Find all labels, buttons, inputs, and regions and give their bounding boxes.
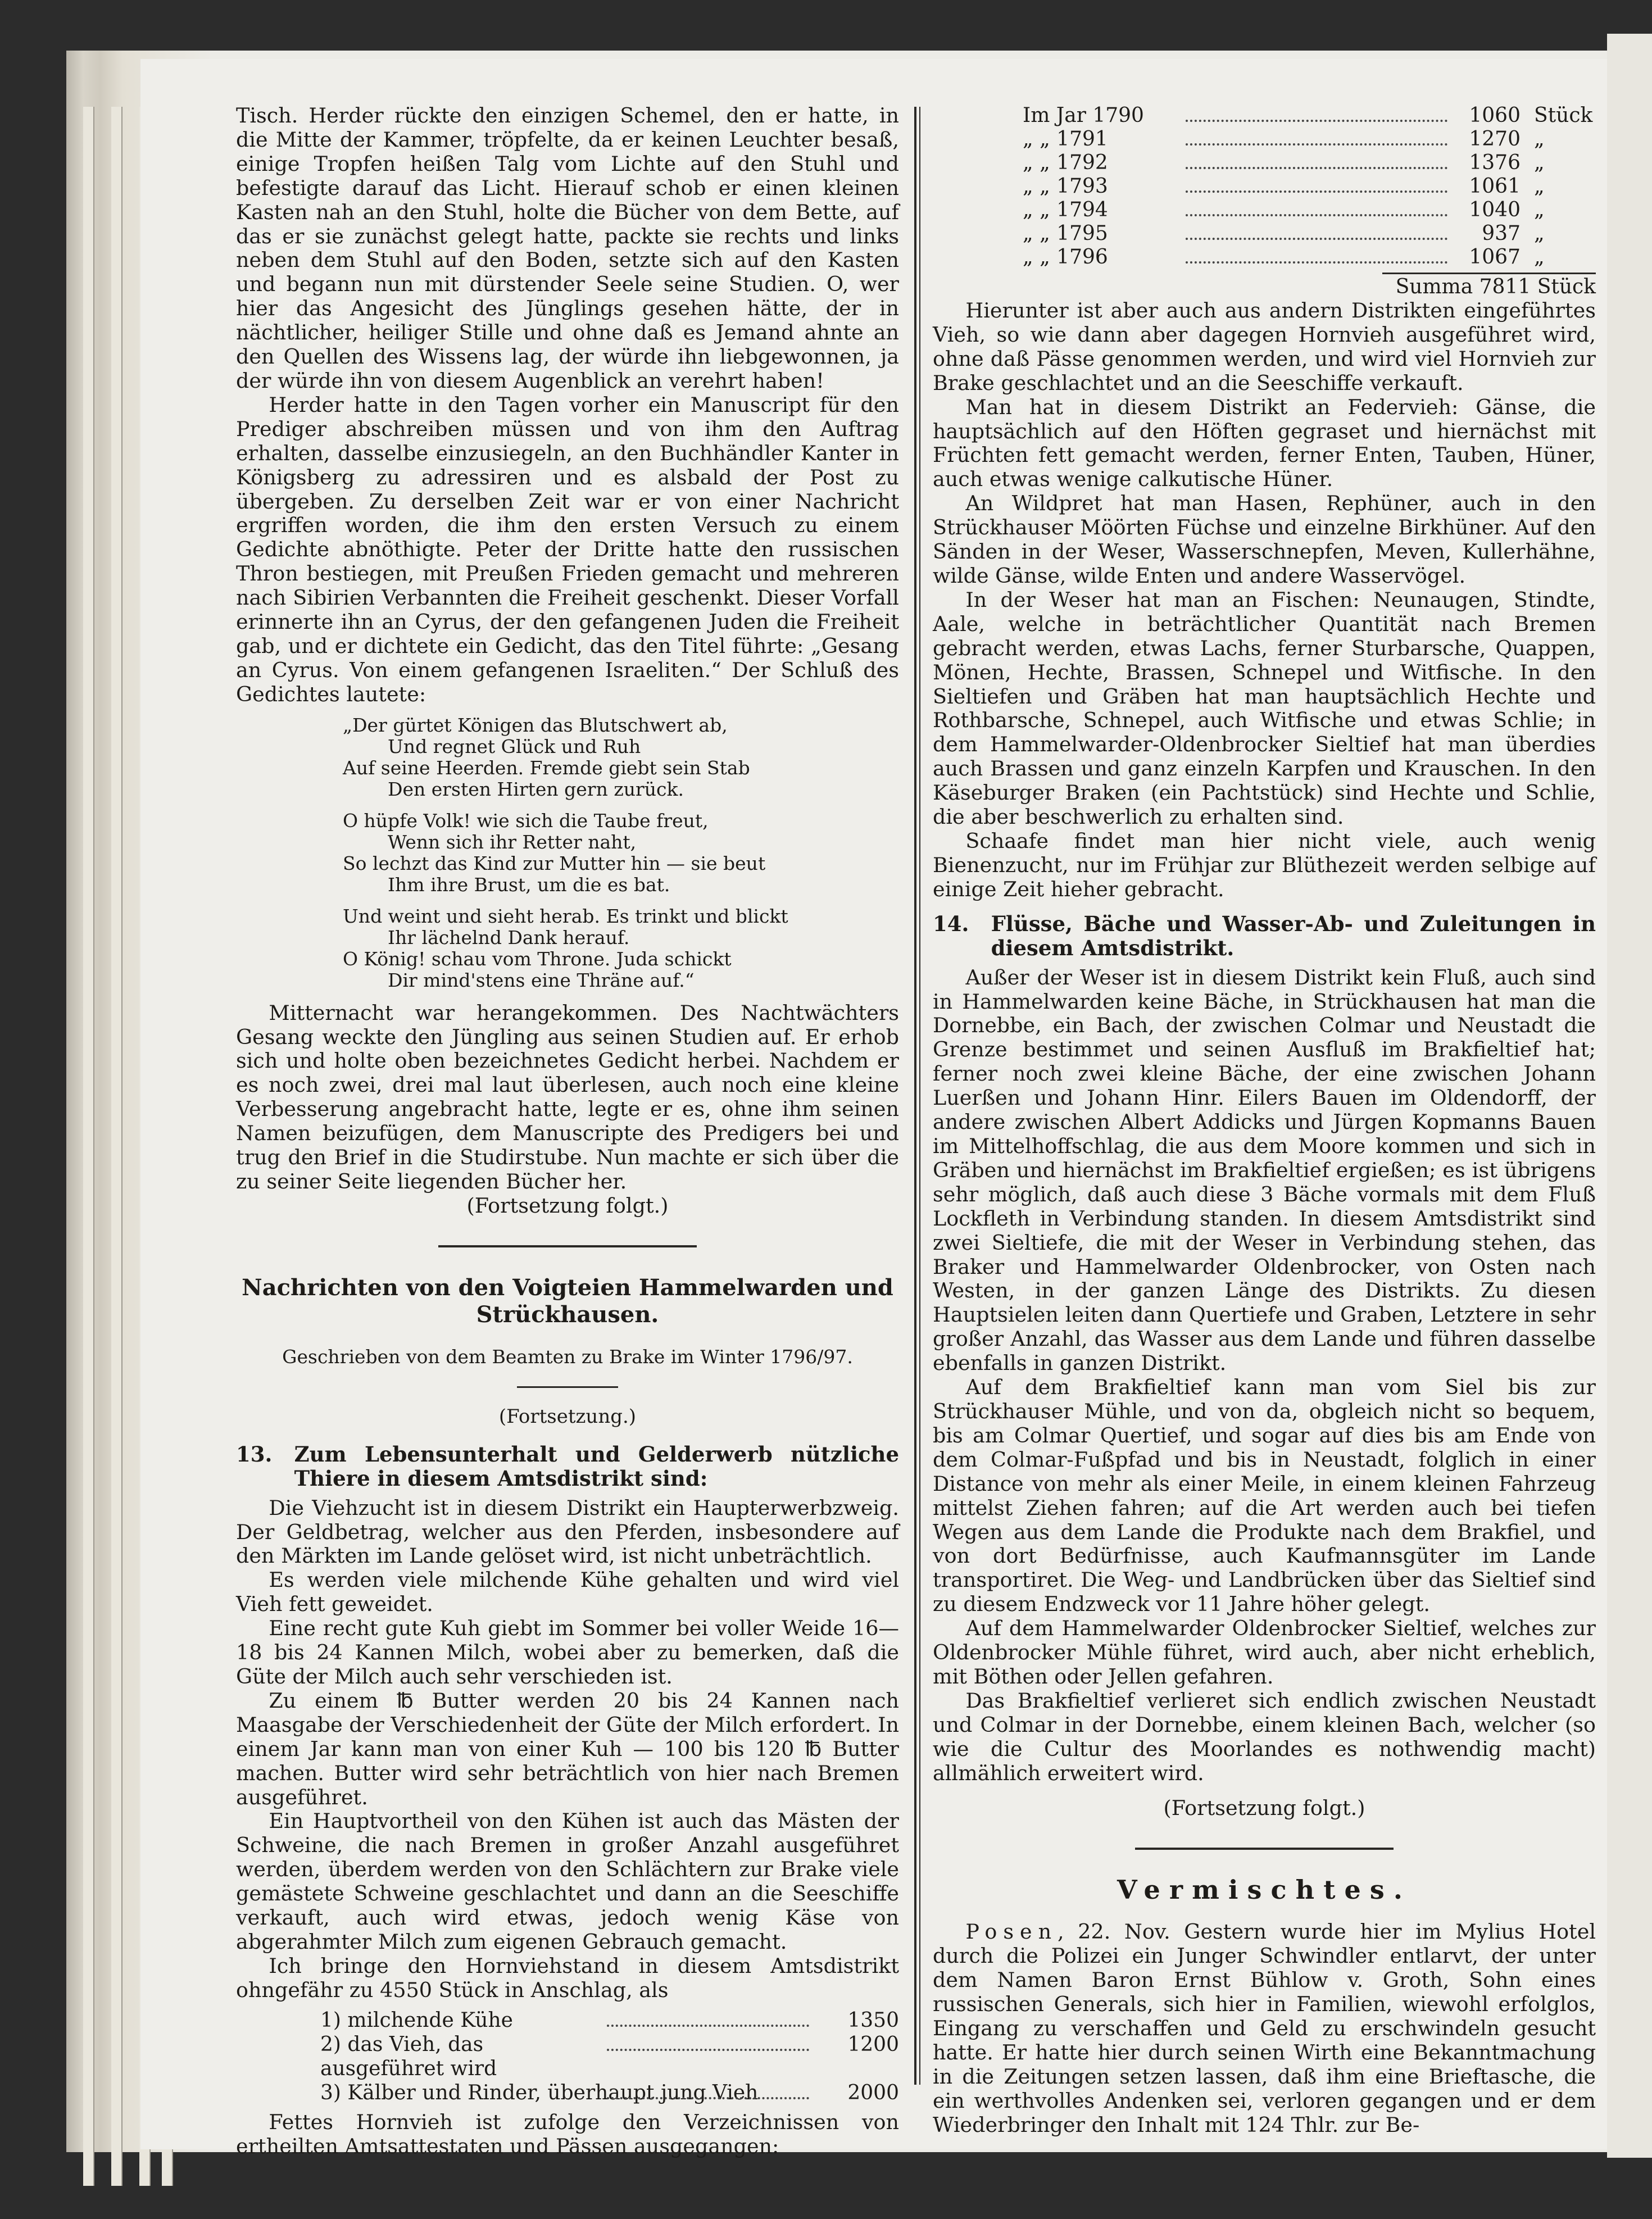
right-column (933, 104, 1596, 2137)
dateline-place: Posen (965, 1919, 1058, 1944)
stats-row (933, 175, 1596, 198)
left-column (236, 104, 899, 2158)
paragraph-text: , 22. Nov. Gestern wurde hier im Mylius Hotel durch die Polizei ein Junger Schwindler entlarvt, der unter dem Namen Baron Ernst Bühlow v. Groth, Sohn eines russischen Generals, sich hier in Familien, wiewohl erfolglos, Eingang zu verschaffen und Geld zu erschwindeln gesucht hatte. Er hatte hier durch seinen Wirth eine Bekanntmachung in die Zeitungen setzen lassen, daß ihm eine Brieftasche, die ein werthvolles Andenken sei, verloren gegangen und er dem Wiederbringer den Inhalt mit 124 Thlr. zur Be- (933, 1919, 1596, 2137)
paragraph: Die Viehzucht ist in diesem Distrikt ein Haupterwerbzweig. Der Geldbetrag, welcher aus den Pferden, insbesondere auf den Märkten im Lande gelöset wird, ist nicht unbeträchtlich. (236, 1495, 899, 1568)
stats-year: „ „ 1794 (1023, 198, 1108, 221)
stats-row (933, 128, 1596, 151)
leader-dots (1186, 167, 1447, 169)
poem-line: Ihr lächelnd Dank herauf. (388, 926, 630, 949)
stats-year: „ „ 1795 (1023, 222, 1108, 245)
paragraph: Hierunter ist aber auch aus andern Distrikten eingeführtes Vieh, so wie dann aber dagegen Hornvieh ausgeführet wird, ohne daß Pässe genommen werden, und wird viel Hornvieh zur Brake geschlachtet und an die Seeschiffe verkauft. (933, 298, 1596, 395)
paragraph: Mitternacht war herangekommen. Des Nachtwächters Gesang weckte den Jüngling aus seinen Studien auf. Er erhob sich und holte oben bezeichnetes Gedicht herbei. Nachdem er es noch zwei, drei mal laut überlesen, auch noch eine kleine Verbesserung angebracht hatte, legte er es, ohne ihm seinen Namen beizufügen, dem Manuscripte des Predigers bei und trug den Brief in die Studirstube. Nun machte er sich über die zu seiner Seite liegenden Bücher her. (236, 1000, 899, 1194)
continuation-note: (Fortsetzung folgt.) (1163, 1796, 1365, 1821)
leader-dots (1186, 238, 1447, 240)
stats-unit: „ (1534, 198, 1545, 221)
tally-row (236, 2008, 899, 2032)
poem-line: Wenn sich ihr Retter naht, (388, 831, 637, 853)
poem-line: „Der gürtet Königen das Blutschwert ab, (343, 714, 728, 736)
stats-year: Im Jar 1790 (1023, 104, 1144, 127)
stats-unit: „ (1534, 175, 1545, 198)
stats-value: 1270 (1469, 128, 1521, 151)
article-title: Nachrichten von den Voigteien Hammelwarden und Strückhausen. (242, 1274, 893, 1328)
tally-row (236, 2032, 899, 2081)
stats-sum: Summa 7811 Stück (1382, 273, 1596, 299)
paragraph: Herder hatte in den Tagen vorher ein Manuscript für den Prediger abschreiben müssen und von ihm den Auftrag erhalten, dasselbe einzusiegeln, an den Buchhändler Kanter in Königsberg zu adressiren und es alsbald der Post zu übergeben. Zu derselben Zeit war er von einer Nachricht ergriffen worden, die ihm den ersten Versuch zu einem Gedichte abnöthigte. Peter der Dritte hatte den russischen Thron bestiegen, mit Preußen Frieden gemacht und mehreren nach Sibirien Verbannten die Freiheit geschenkt. Dieser Vorfall erinnerte ihn an Cyrus, der den gefangenen Juden die Freiheit gab, und er dichtete ein Gedicht, das den Titel führte: „Gesang an Cyrus. Von einem gefangenen Israeliten.“ Der Schluß des Gedichtes lautete: (236, 392, 899, 706)
stats-unit: „ (1534, 246, 1545, 269)
miscellany-heading: Vermischtes. (1117, 1875, 1412, 1905)
stats-row (933, 104, 1596, 128)
stats-value: 1376 (1469, 151, 1521, 174)
poem-line: Ihm ihre Brust, um die es bat. (388, 873, 670, 896)
divider-rule (517, 1386, 618, 1388)
stats-row (933, 246, 1596, 269)
stats-value: 1067 (1469, 246, 1521, 269)
article-byline: Geschrieben von dem Beamten zu Brake im Winter 1796/97. (282, 1345, 853, 1368)
stats-unit: „ (1534, 222, 1545, 245)
paragraph: In der Weser hat man an Fischen: Neunaugen, Stindte, Aale, welche in beträchtlicher Quantität nach Bremen gebracht werden, etwas Lachs, ferner Sturbarsche, Quappen, Mönen, Hechte, Brassen, Schnepel und Witfische. In den Sieltiefen und Gräben hat man hauptsächlich Hechte und Rothbarsche, Schnepel, auch Witfische und etwas Schlie; in dem Hammelwarder-Oldenbrocker Sieltief hat man überdies auch Brassen und ganz einzeln Karpfen und Krauschen. In den Käseburger Braken (ein Pachtstück) sind Hechte und Schlie, die aber beschwerlich zu erhalten sind. (933, 587, 1596, 829)
section-heading-14 (933, 912, 1596, 960)
paragraph: Auf dem Brakfieltief kann man vom Siel bis zur Strückhauser Mühle, und von da, obgleich nicht so bequem, bis am Colmar Quertief, und sogar auf dies bis am Ende von dem Colmar-Fußpfad und bis in Neustadt, folglich in einer Distance von mehr als einer Meile, in einem kleinen Fahrzeug mittelst Ziehen fahren; auf die Art werden auch bei tiefen Wegen aus dem Lande die Produkte nach dem Brakfiel, und von dort Bedürfnisse, auch Kaufmannsgüter im Lande transportiret. Die Weg- und Landbrücken über das Sieltief sind zu diesem Endzweck vor 11 Jahre höher gelegt. (933, 1375, 1596, 1617)
leader-dots (1186, 120, 1447, 122)
poem-line: O König! schau vom Throne. Juda schickt (343, 947, 732, 970)
paragraph: Außer der Weser ist in diesem Distrikt kein Fluß, auch sind in Hammelwarden keine Bäche, in Strückhausen hat man die Dornebbe, ein Bach, der zwischen Colmar und Neustadt die Grenze bestimmet und seinen Ausfluß im Brakfieltief hat; ferner noch zwei kleine Bäche, der eine zwischen Johann Luerßen und Johann Hinr. Eilers Bauen im Oldendorff, der andere zwischen Albert Addicks und Jürgen Kopmanns Bauen im Mittelhoffschlag, die aus dem Moore kommen und sich in Gräben und hiernächst im Brakfieltief ergießen; es ist übrigens sehr möglich, daß auch diese 3 Bäche vormals mit dem Fluß Lockfleth in Verbindung standen. In diesem Amtsdistrikt sind zwei Sieltiefe, die mit der Weser in Verbindung stehen, das Braker und Hammelwarder Oldenbrocker, von Osten nach Westen, in der ganzen Länge des Distrikts. Zu diesen Hauptsielen leiten dann Quertiefe und Graben, Letztere in sehr großer Anzahl, das Wasser aus dem Lande und führen dasselbe ebenfalls in ganzen Distrikt. (933, 965, 1596, 1376)
poem-line: So lechzt das Kind zur Mutter hin — sie beut (343, 852, 766, 874)
section-number: 13. (236, 1441, 273, 1467)
leader-dots (607, 2097, 809, 2099)
poem-line: Und regnet Glück und Ruh (388, 735, 641, 757)
stats-unit: „ (1534, 128, 1545, 151)
leader-dots (1186, 261, 1447, 264)
tally-value: 2000 (847, 2081, 899, 2104)
poem-stanza (343, 810, 899, 896)
tally-label: 1) milchende Kühe (320, 2008, 513, 2032)
paragraph: Auf dem Hammelwarder Oldenbrocker Sieltief, welches zur Oldenbrocker Mühle führet, wird auch, aber nicht erheblich, mit Böthen oder Jellen gefahren. (933, 1616, 1596, 1689)
paragraph: Ich bringe den Hornviehstand in diesem Amtsdistrikt ohngefähr zu 4550 Stück in Anschlag, als (236, 1953, 899, 2002)
poem-line: Den ersten Hirten gern zurück. (388, 778, 684, 800)
section-title: Flüsse, Bäche und Wasser-Ab- und Zuleitungen in diesem Amtsdistrikt. (991, 911, 1596, 960)
stats-unit: „ (1534, 151, 1545, 174)
paragraph: An Wildpret hat man Hasen, Rephüner, auch in den Strückhauser Möörten Füchse und einzelne Birkhüner. Auf den Sänden in der Weser, Wasserschnepfen, Meven, Kullerhähne, wilde Gänse, wilde Enten und andere Wasservögel. (933, 491, 1596, 588)
stats-year: „ „ 1793 (1023, 175, 1108, 198)
section-number: 14. (933, 911, 969, 936)
paragraph: Es werden viele milchende Kühe gehalten und wird viel Vieh fett geweidet. (236, 1568, 899, 1617)
page-edge (83, 107, 94, 2186)
livestock-tally (236, 2008, 899, 2105)
poem-stanza (343, 906, 899, 991)
paragraph: Das Brakfieltief verlieret sich endlich zwischen Neustadt und Colmar in der Dornebbe, einem kleinen Bach, welcher (so wie die Cultur des Moorlandes es nothwendig macht) allmählich erweitert wird. (933, 1688, 1596, 1785)
section-rule (438, 1245, 697, 1247)
stats-year: „ „ 1791 (1023, 128, 1108, 151)
poem-line: Und weint und sieht herab. Es trinkt und blickt (343, 905, 788, 927)
stats-row (933, 222, 1596, 246)
tally-label: 3) Kälber und Rinder, überhaupt jung Vieh (320, 2081, 759, 2104)
paragraph: Zu einem ℔ Butter werden 20 bis 24 Kannen nach Maasgabe der Verschiedenheit der Güte der Milch erfordert. In einem Jar kann man von einer Kuh — 100 bis 120 ℔ Butter machen. Butter wird sehr beträchtlich von hier nach Bremen ausgeführet. (236, 1688, 899, 1809)
section-heading-13 (236, 1442, 899, 1491)
stats-value: 1060 (1469, 104, 1521, 127)
leader-dots (1186, 214, 1447, 216)
stats-unit: Stück (1534, 104, 1593, 127)
tally-label: 2) das Vieh, das ausgeführet wird (320, 2032, 497, 2080)
continuation-note: (Fortsetzung folgt.) (466, 1193, 669, 1218)
column-divider (914, 107, 916, 2085)
paragraph: Eine recht gute Kuh giebt im Sommer bei voller Weide 16—18 bis 24 Kannen Milch, wobei aber zu bemerken, daß die Güte der Milch auch sehr verschieden ist. (236, 1616, 899, 1689)
section-title: Zum Lebensunterhalt und Gelderwerb nützliche Thiere in diesem Amtsdistrikt sind: (294, 1441, 899, 1491)
paragraph: Fettes Hornvieh ist zufolge den Verzeichnissen von ertheilten Amtsattestaten und Pässen ausgegangen: (236, 2109, 899, 2158)
section-rule (1135, 1848, 1394, 1850)
poem-line: Dir mind'stens eine Thräne auf.“ (388, 969, 695, 991)
stats-row (933, 198, 1596, 222)
stats-row (933, 151, 1596, 175)
leader-dots (607, 2049, 809, 2051)
yearly-stats-table (933, 104, 1596, 269)
stats-value: 1040 (1469, 198, 1521, 221)
paragraph: Tisch. Herder rückte den einzigen Schemel, den er hatte, in die Mitte der Kammer, tröpfelte, da er keinen Leuchter besaß, einige Tropfen heißen Talg vom Lichte auf den Stuhl und befestigte darauf das Licht. Hierauf schob er einen kleinen Kasten nah an den Stuhl, holte die Bücher von dem Bette, auf das er sie zunächst gelegt hatte, packte sie rechts und links neben dem Stuhl auf den Boden, setzte sich auf den Kasten und begann nun mit dürstender Seele seine Studien. O, wer hier das Angesicht des Jünglings gesehen hätte, der in nächtlicher, heiliger Stille und ohne daß es Jemand ahnte an den Quellen des Wissens lag, der würde ihn liebgewonnen, ja der würde ihn von diesem Augenblick an verehrt haben! (236, 103, 899, 393)
poem-line: O hüpfe Volk! wie sich die Taube freut, (343, 809, 709, 832)
leader-dots (1186, 143, 1447, 146)
page-edge (111, 107, 122, 2186)
leader-dots (1186, 190, 1447, 193)
paragraph: Man hat in diesem Distrikt an Federvieh: Gänse, die hauptsächlich auf den Höften gegraset und hiernächst mit Früchten fett gemacht werden, ferner Enten, Tauben, Hüner, auch etwas wenige calkutische Hüner. (933, 394, 1596, 492)
stats-year: „ „ 1792 (1023, 151, 1108, 174)
paragraph: Schaafe findet man hier nicht viele, auch wenig Bienenzucht, nur im Frühjar zur Blüthezeit werden selbige auf einige Zeit hieher gebracht. (933, 828, 1596, 901)
tally-value: 1200 (847, 2032, 899, 2056)
stats-value: 937 (1482, 222, 1521, 245)
column-divider (919, 107, 920, 2085)
leader-dots (607, 2025, 809, 2027)
poem-stanza (343, 715, 899, 800)
facing-page-edge (1607, 34, 1652, 2158)
continuation-note: (Fortsetzung.) (498, 1405, 637, 1428)
paragraph: Ein Hauptvortheil von den Kühen ist auch das Mästen der Schweine, die nach Bremen in großer Anzahl ausgeführet werden, überdem werden von den Schlächtern zur Brake viele gemästete Schweine geschlachtet und dann an die Seeschiffe verkauft, auch wird etwas, jedoch wenig Käse von abgerahmter Milch zum eigenen Gebrauch gemacht. (236, 1809, 899, 1954)
poem-line: Auf seine Heerden. Fremde giebt sein Stab (343, 756, 750, 779)
paragraph (933, 1920, 1596, 2137)
stats-year: „ „ 1796 (1023, 246, 1108, 269)
tally-value: 1350 (847, 2008, 899, 2032)
poem (343, 715, 899, 991)
tally-row (236, 2081, 899, 2105)
stats-value: 1061 (1469, 175, 1521, 198)
